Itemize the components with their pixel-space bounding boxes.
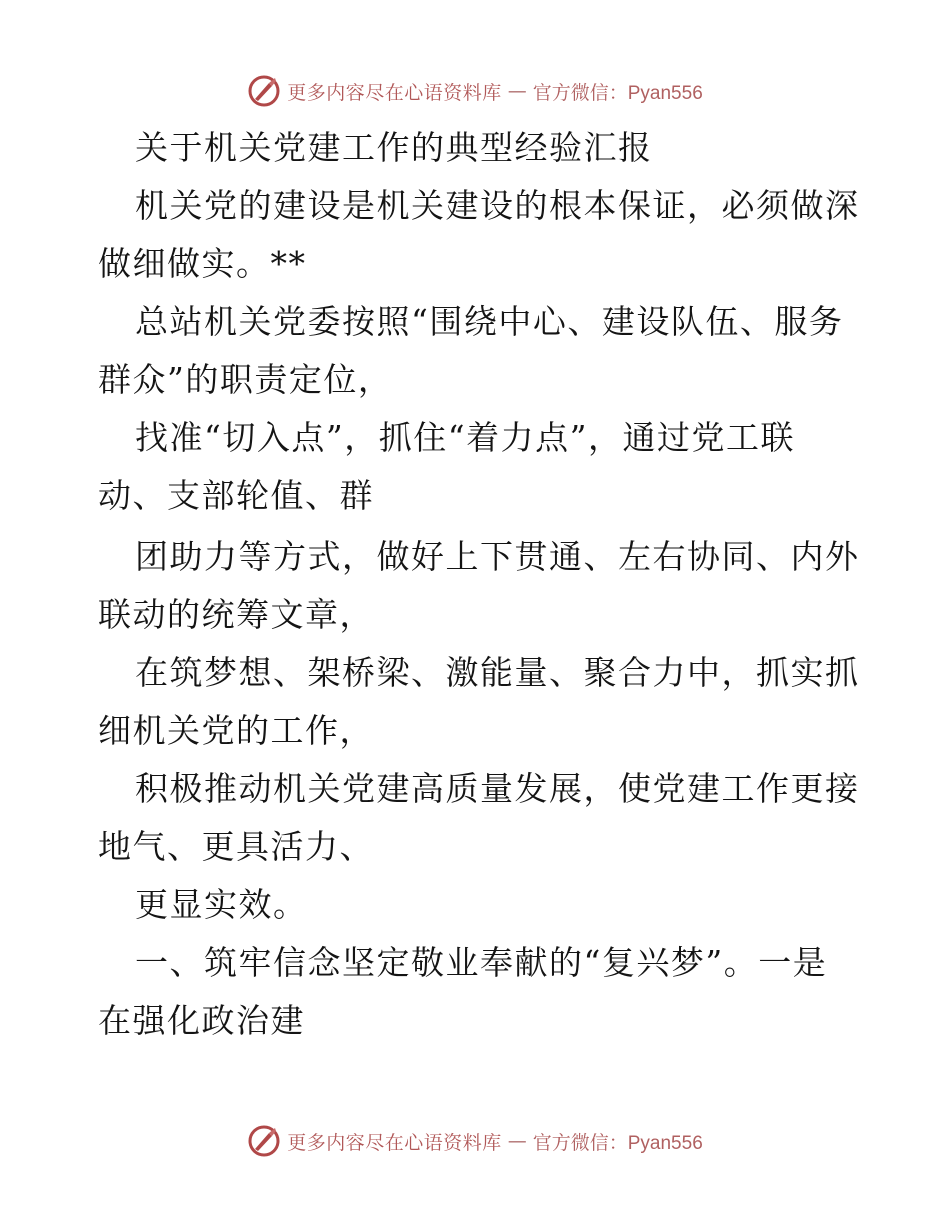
paragraph-line: 在强化政治建 [98, 1001, 305, 1040]
watermark-contact: 官方微信：Pyan556 [532, 1132, 703, 1154]
paragraph-line: 找准“切入点”，抓住“着力点”，通过党工联 [135, 418, 795, 457]
document-title: 关于机关党建工作的典型经验汇报 [135, 128, 653, 167]
watermark-separator: — [507, 80, 527, 102]
paragraph-line: 积极推动机关党建高质量发展，使党建工作更接 [135, 769, 860, 808]
watermark-text: 更多内容尽在心语资料库 [287, 81, 502, 104]
quill-logo-icon [247, 1124, 281, 1158]
paragraph-line: 更显实效。 [135, 885, 308, 924]
watermark-contact: 官方微信：Pyan556 [532, 82, 703, 104]
paragraph-line: 细机关党的工作， [98, 711, 374, 750]
section-heading-line: 一、筑牢信念坚定敬业奉献的“复兴梦”。一是 [135, 943, 828, 982]
paragraph-line: 机关党的建设是机关建设的根本保证，必须做深 [135, 186, 860, 225]
paragraph-line: 做细做实。** [98, 244, 307, 283]
paragraph-line: 群众”的职责定位， [98, 360, 393, 399]
paragraph-line: 总站机关党委按照“围绕中心、建设队伍、服务 [135, 302, 844, 341]
watermark-footer [0, 1121, 950, 1161]
paragraph-line: 动、支部轮值、群 [98, 476, 374, 515]
watermark-text: 更多内容尽在心语资料库 [287, 1131, 502, 1154]
paragraph-line: 联动的统筹文章， [98, 595, 374, 634]
paragraph-line: 在筑梦想、架桥梁、激能量、聚合力中，抓实抓 [135, 653, 860, 692]
paragraph-line: 地气、更具活力、 [98, 827, 374, 866]
watermark-separator: — [507, 1130, 527, 1152]
paragraph-line: 团助力等方式，做好上下贯通、左右协同、内外 [135, 537, 860, 576]
watermark-header [0, 71, 950, 111]
quill-logo-icon [247, 74, 281, 108]
